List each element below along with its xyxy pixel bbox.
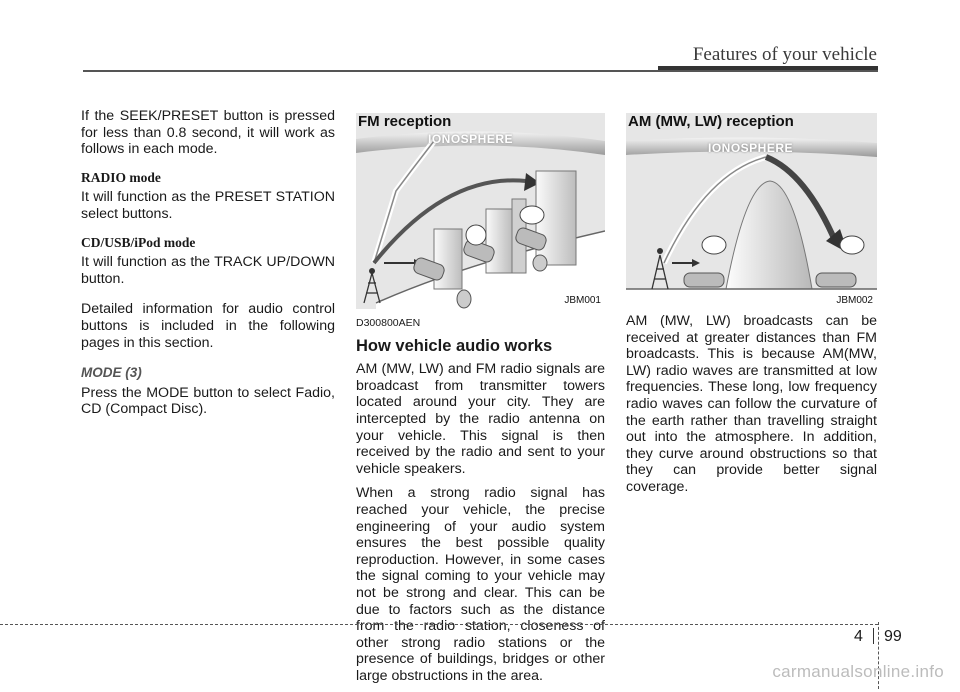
page-number-separator [873, 628, 874, 644]
fm-figure-title: FM reception [358, 113, 452, 130]
am-reception-figure [626, 113, 877, 309]
section-code: D300800AEN [356, 317, 421, 329]
radio-mode-text: It will function as the PRESET STATION select buttons. [81, 189, 335, 222]
am-ionosphere-label: IONOSPHERE [708, 141, 794, 155]
mode-heading: MODE (3) [81, 365, 142, 381]
mode-text: Press the MODE button to select Fadio, CD (Compact Disc). [81, 384, 335, 418]
fm-reception-figure [356, 113, 605, 309]
radio-mode-heading: RADIO mode [81, 169, 161, 185]
audio-paragraph-1: AM (MW, LW) and FM radio signals are broadcast from transmitter towers located around your city. They are intercepted by the radio antenna on your vehicle. This signal is then received by the radio and sent to your vehicle speakers. [356, 361, 605, 477]
fm-figure-code: JBM001 [564, 295, 601, 306]
page-number: 99 [884, 628, 902, 645]
column-right [626, 313, 877, 504]
audio-paragraph-2: When a strong radio signal has reached your vehicle, the precise engineering of your audio system ensures the best possible quality reproduction. However, in some cases the signal coming to your vehicle may not be strong and clear. This can be due to factors such as the distance from the radio station, closeness of other strong radio stations or the presence of buildings, bridges or other large obstructions in the area. [356, 485, 605, 684]
am-paragraph: AM (MW, LW) broadcasts can be received at greater distances than FM broadcasts. This is because AM(MW, LW) radio waves are transmitted at low frequencies. These long, low frequency radio waves can follow the curvature of the earth rather than travelling straight out into the atmosphere. In addition, they curve around obstructions so that they can provide better signal coverage. [626, 313, 877, 495]
chapter-number: 4 [854, 628, 863, 645]
column-left [81, 108, 335, 426]
page-header-title: Features of your vehicle [692, 44, 877, 65]
header-rule [83, 70, 878, 72]
am-figure-title: AM (MW, LW) reception [628, 113, 794, 130]
detail-paragraph: Detailed information for audio control buttons is included in the following pages in this section. [81, 301, 335, 351]
column-middle [356, 313, 605, 692]
watermark: carmanualsonline.info [772, 662, 944, 681]
am-figure-code: JBM002 [836, 295, 873, 306]
cd-mode-text: It will function as the TRACK UP/DOWN button. [81, 254, 335, 287]
section-heading: How vehicle audio works [356, 336, 553, 355]
fm-ionosphere-label: IONOSPHERE [428, 132, 514, 146]
cd-mode-heading: CD/USB/iPod mode [81, 234, 196, 250]
footer-rule [0, 624, 878, 625]
intro-paragraph: If the SEEK/PRESET button is pressed for less than 0.8 second, it will work as follows in each mode. [81, 108, 335, 158]
